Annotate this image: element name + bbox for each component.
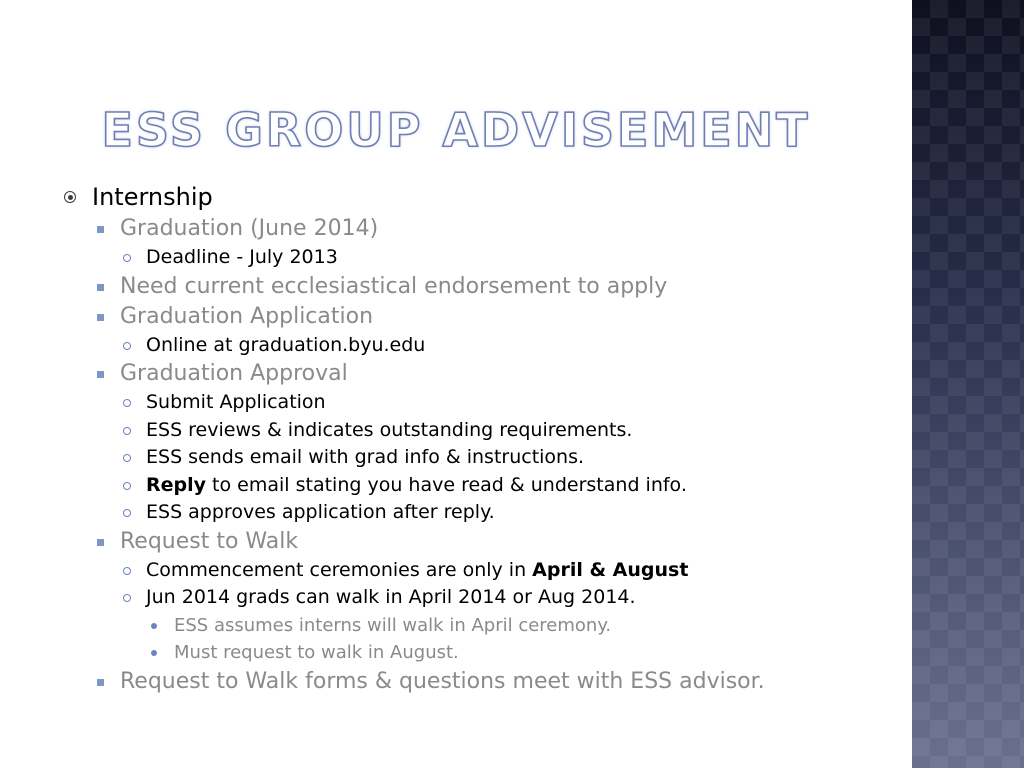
list-item-text: Request to Walk forms & questions meet with ESS advisor. (120, 668, 765, 694)
list-item-bold-text: April & August (532, 558, 689, 581)
list-item-text: ESS assumes interns will walk in April ceremony. (174, 614, 612, 636)
circle-bullet-icon (123, 342, 131, 350)
list-item-text: Graduation (June 2014) (120, 216, 379, 241)
list-item-jun-grads (62, 584, 902, 612)
circle-bullet-icon (123, 594, 131, 602)
list-item-text: Internship (92, 183, 213, 211)
list-item-ess-reviews (62, 417, 902, 445)
list-item-text: Submit Application (146, 391, 326, 413)
list-item-text: Graduation Application (120, 303, 374, 329)
list-item-ess-assumes (62, 612, 902, 640)
list-item-ess-sends (62, 444, 902, 472)
list-item-submit (62, 389, 902, 417)
list-item-text: Deadline - July 2013 (146, 246, 338, 268)
circle-bullet-icon (123, 482, 131, 490)
circle-bullet-icon (123, 399, 131, 407)
square-bullet-icon (97, 539, 104, 546)
list-item-ess-approves (62, 499, 902, 527)
square-bullet-icon (97, 226, 104, 233)
square-bullet-icon (97, 679, 104, 686)
list-item-text: Need current ecclesiastical endorsement to apply (120, 273, 668, 299)
list-item-graduation-approval (62, 359, 902, 389)
list-item-text: ESS reviews & indicates outstanding requirements. (146, 418, 633, 441)
list-item-reply (62, 472, 902, 500)
list-item-text: ESS approves application after reply. (146, 501, 495, 523)
square-bullet-icon (97, 371, 104, 378)
list-item-text: to email stating you have read & understand info. (206, 473, 687, 496)
circle-bullet-icon (123, 427, 131, 435)
list-item-request-to-walk (62, 527, 902, 557)
list-item-internship (62, 180, 902, 214)
decorative-side-panel (912, 0, 1024, 768)
list-item-text: Graduation Approval (120, 361, 348, 386)
list-item-text: Commencement ceremonies are only in (146, 558, 533, 581)
list-item-text: ESS sends email with grad info & instructions. (146, 446, 585, 468)
radio-bullet-icon (64, 191, 76, 203)
list-item-text: Online at graduation.byu.edu (146, 333, 426, 356)
circle-bullet-icon (123, 509, 131, 517)
list-item-graduation (62, 214, 902, 244)
list-item-must-request (62, 639, 902, 667)
square-bullet-icon (97, 314, 104, 321)
list-item-forms-questions (62, 667, 902, 697)
list-item-bold-text: Reply (146, 473, 207, 496)
circle-bullet-icon (123, 454, 131, 462)
list-item-commencement (62, 557, 902, 585)
slide-title: ESS GROUP ADVISEMENT (101, 103, 811, 157)
bullet-list (62, 180, 902, 697)
dot-bullet-icon (151, 623, 157, 629)
square-bullet-icon (97, 284, 104, 291)
list-item-online (62, 332, 902, 360)
list-item-deadline (62, 244, 902, 272)
list-item-text: Jun 2014 grads can walk in April 2014 or Aug 2014. (146, 586, 636, 608)
list-item-text: Must request to walk in August. (174, 642, 459, 663)
circle-bullet-icon (123, 567, 131, 575)
list-item-graduation-application (62, 302, 902, 332)
circle-bullet-icon (123, 254, 131, 262)
list-item-endorsement (62, 272, 902, 302)
dot-bullet-icon (151, 650, 157, 656)
list-item-text: Request to Walk (120, 528, 299, 554)
